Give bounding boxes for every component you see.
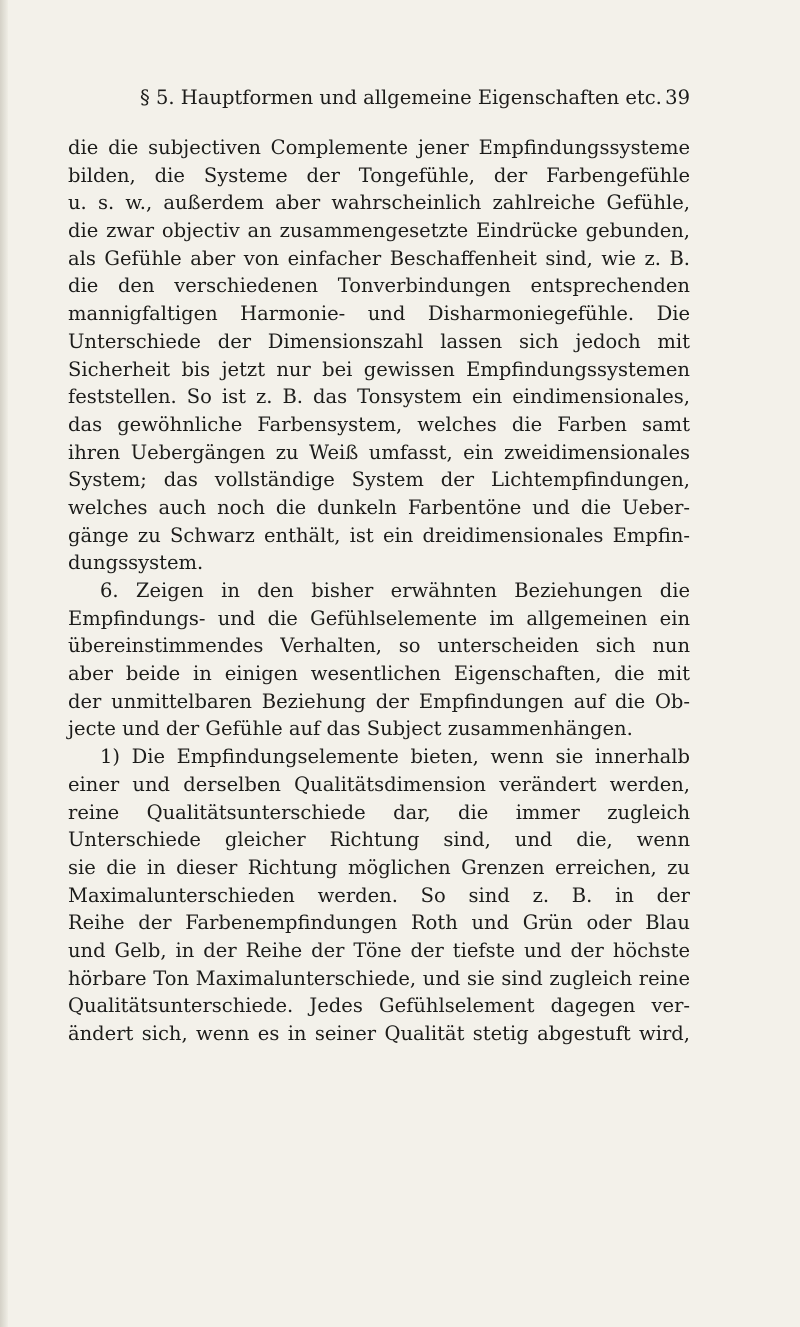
text-line: der unmittelbaren Beziehung der Empfindungen auf die Ob-: [68, 689, 690, 713]
text-line: Unterschiede der Dimensionszahl lassen sich jedoch mit: [68, 329, 690, 353]
text-line: übereinstimmendes Verhalten, so unterscheiden sich nun: [68, 634, 690, 658]
text-line: gänge zu Schwarz enthält, ist ein dreidimensionales Empfin-: [68, 523, 690, 547]
text-line: welches auch noch die dunkeln Farbentöne und die Ueber-: [68, 495, 690, 519]
text-line: Reihe der Farbenempfindungen Roth und Grün oder Blau: [68, 911, 690, 935]
text-line: Unterschiede gleicher Richtung sind, und die, wenn: [68, 828, 690, 852]
text-line: jecte und der Gefühle auf das Subject zusammenhängen.: [68, 717, 633, 741]
text-line: die zwar objectiv an zusammengesetzte Eindrücke gebunden,: [68, 219, 690, 243]
text-line: bilden, die Systeme der Tongefühle, der Farbengefühle: [68, 163, 690, 187]
text-line: feststellen. So ist z. B. das Tonsystem ein eindimensionales,: [68, 385, 690, 409]
text-line: die die subjectiven Complemente jener Empfindungssysteme: [68, 136, 690, 159]
text-line: einer und derselben Qualitätsdimension verändert werden,: [68, 772, 690, 796]
text-line: aber beide in einigen wesentlichen Eigenschaften, die mit: [68, 662, 690, 686]
text-line: ändert sich, wenn es in seiner Qualität stetig abgestuft wird,: [68, 1022, 690, 1045]
text-line: hörbare Ton Maximalunterschiede, und sie sind zugleich reine: [68, 966, 690, 990]
text-line: und Gelb, in der Reihe der Töne der tiefste und der höchste: [68, 938, 690, 962]
text-line: mannigfaltigen Harmonie- und Disharmoniegefühle. Die: [68, 302, 690, 326]
page-number: 39: [665, 86, 690, 109]
page-header: [140, 86, 690, 110]
body-text: [68, 134, 690, 1048]
text-line: System; das vollständige System der Lichtempfindungen,: [68, 468, 690, 492]
text-line: sie die in dieser Richtung möglichen Grenzen erreichen, zu: [68, 855, 690, 879]
text-line: dungssystem.: [68, 551, 204, 575]
text-line: Qualitätsunterschiede. Jedes Gefühlselement dagegen ver-: [68, 994, 690, 1018]
running-head: § 5. Hauptformen und allgemeine Eigenschaften etc.: [140, 86, 662, 109]
text-line: Empfindungs- und die Gefühlselemente im allgemeinen ein: [68, 606, 690, 630]
point-1-start-line: 1) Die Empfindungselemente bieten, wenn sie innerhalb: [100, 745, 690, 769]
text-line: die den verschiedenen Tonverbindungen entsprechenden: [68, 274, 690, 298]
text-line: reine Qualitätsunterschiede dar, die immer zugleich: [68, 800, 690, 824]
text-line: Sicherheit bis jetzt nur bei gewissen Empfindungssystemen: [68, 357, 690, 381]
text-line: ihren Uebergängen zu Weiß umfasst, ein zweidimensionales: [68, 440, 690, 464]
text-line: Maximalunterschieden werden. So sind z. B. in der: [68, 883, 690, 907]
text-line: u. s. w., außerdem aber wahrscheinlich zahlreiche Gefühle,: [68, 191, 690, 215]
text-line: das gewöhnliche Farbensystem, welches die Farben samt: [68, 412, 690, 436]
section-6-start-line: 6. Zeigen in den bisher erwähnten Beziehungen die: [100, 579, 690, 602]
text-line: als Gefühle aber von einfacher Beschaffenheit sind, wie z. B.: [68, 246, 690, 270]
page-edge-shadow: [0, 0, 8, 1327]
